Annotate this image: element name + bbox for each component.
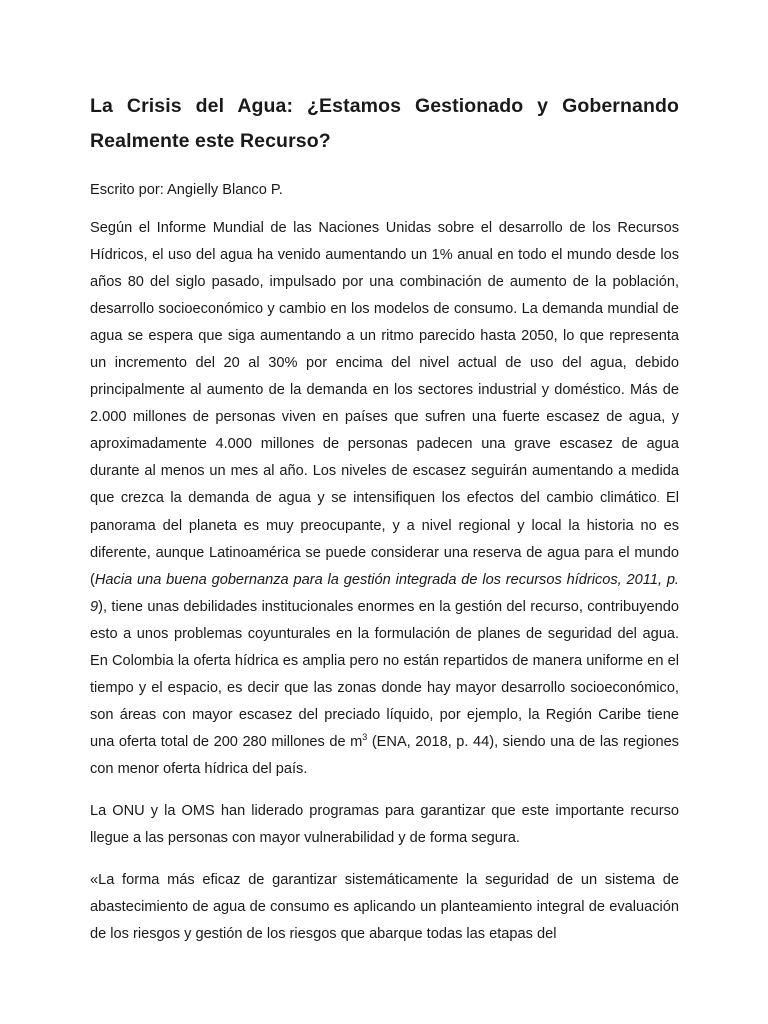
document-title: La Crisis del Agua: ¿Estamos Gestionado y Gobernando Realmente este Recurso? xyxy=(90,95,679,152)
paragraph-1-small-period: . xyxy=(656,494,660,505)
paragraph-1-text-part-1: Según el Informe Mundial de las Naciones Unidas sobre el desarrollo de los Recursos Hídricos, el uso del agua ha venido aumentando un 1% anual en todo el mundo desde los años 80 del siglo pasado, impulsado por una combinación de aumento de la población, desarrollo socioeconómico y cambio en los modelos de consumo. La demanda mundial de agua se espera que siga aumentando a un ritmo parecido hasta 2050, lo que representa un incremento del 20 al 30% por encima del nivel actual de uso del agua, debido principalmente al aumento de la demanda en los sectores industrial y doméstico. Más de 2.000 millones de personas viven en países que sufren una fuerte escasez de agua, y aproximadamente 4.000 millones de personas padecen una grave escasez de agua durante al menos un mes al año. Los niveles de escasez seguirán aumentando a medida que crezca la demanda de agua y se intensifiquen los efectos del cambio climático xyxy=(90,220,679,506)
paragraph-1-text-part-3: ), tiene unas debilidades institucionales enormes en la gestión del recurso, contribuyendo esto a unos problemas coyunturales en la formulación de planes de seguridad del agua. En Colombia la oferta hídrica es amplia pero no están repartidos de manera uniforme en el tiempo y el espacio, es decir que las zonas donde hay mayor desarrollo socioeconómico, son áreas con mayor escasez del preciado líquido, por ejemplo, la Región Caribe tiene una oferta total de 200 280 millones de m xyxy=(90,599,679,750)
paragraph-1-citation: Hacia una buena gobernanza para la gestión integrada de los recursos hídricos, 2011, p. 9 xyxy=(90,572,679,615)
paragraph-1-superscript: 3 xyxy=(362,732,368,743)
paragraph-1-text-part-4: (ENA, 2018, p. 44), siendo una de las regiones con menor oferta hídrica del país. xyxy=(90,734,679,777)
paragraph-1-text-part-2: El panorama del planeta es muy preocupante, y a nivel regional y local la historia no es diferente, aunque Latinoamérica se puede considerar una reserva de agua para el mundo ( xyxy=(90,490,680,588)
body-paragraph-3-quote: «La forma más eficaz de garantizar sistemáticamente la seguridad de un sistema de abastecimiento de agua de consumo es aplicando un planteamiento integral de evaluación de los riesgos y gestión de los riesgos que abarque todas las etapas del xyxy=(90,872,679,942)
body-paragraph-1 xyxy=(90,215,679,783)
author-line: Escrito por: Angielly Blanco P. xyxy=(90,182,283,198)
body-paragraph-2: La ONU y la OMS han liderado programas para garantizar que este importante recurso llegue a las personas con mayor vulnerabilidad y de forma segura. xyxy=(90,803,679,846)
